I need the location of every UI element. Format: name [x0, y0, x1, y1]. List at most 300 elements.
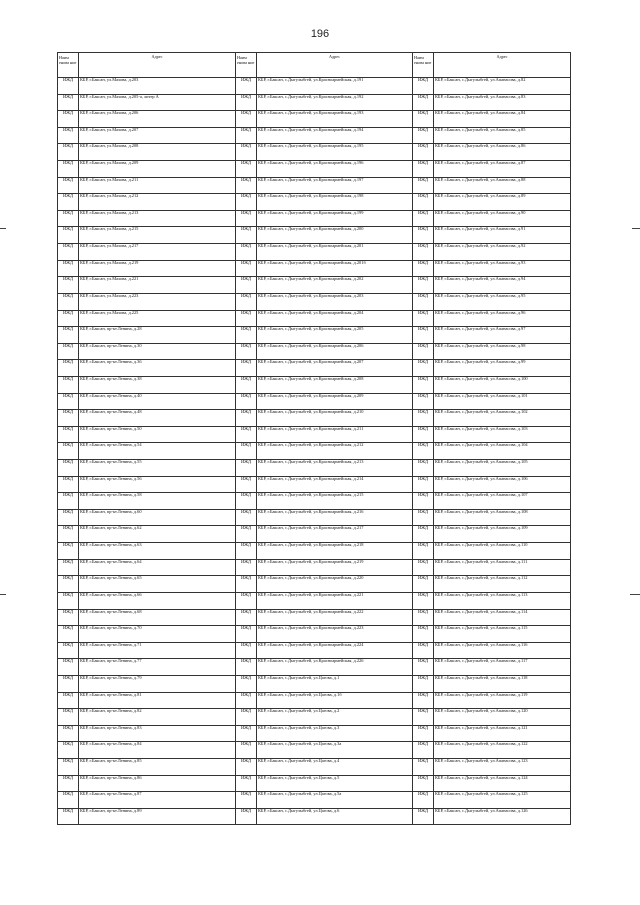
address-cell: КБР, г.Баксан, с.Дыгулыбгей, ул.Красноармейская, д.223 [257, 626, 413, 643]
address-cell: КБР, г.Баксан, с.Дыгулыбгей, ул.Апанасова, д.91 [434, 227, 571, 244]
object-type-cell: ИЖД [236, 426, 257, 443]
table-row [58, 343, 571, 360]
object-type-cell: ИЖД [236, 709, 257, 726]
object-type-cell: ИЖД [236, 592, 257, 609]
table-row [58, 393, 571, 410]
object-type-cell: ИЖД [413, 78, 434, 95]
address-cell: КБР, г.Баксан, с.Дыгулыбгей, ул.Апанасова, д.120 [434, 709, 571, 726]
object-type-cell: ИЖД [58, 559, 79, 576]
address-cell: КБР, г.Баксан, с.Дыгулыбгей, ул.Красноармейская, д.215 [257, 493, 413, 510]
margin-mark [632, 228, 640, 229]
object-type-cell: ИЖД [236, 576, 257, 593]
address-cell: КБР, г.Баксан, с.Дыгулыбгей, ул.Красноармейская, д.200 [257, 227, 413, 244]
table-row [58, 310, 571, 327]
object-type-cell: ИЖД [236, 360, 257, 377]
object-type-cell: ИЖД [413, 675, 434, 692]
table-row [58, 443, 571, 460]
address-cell: КБР, г.Баксан, с.Дыгулыбгей, ул.Красноармейская, д.209 [257, 393, 413, 410]
object-type-cell: ИЖД [413, 393, 434, 410]
address-cell: КБР, г.Баксан, с.Дыгулыбгей, ул.Апанасова, д.105 [434, 460, 571, 477]
object-type-cell: ИЖД [413, 709, 434, 726]
object-type-cell: ИЖД [413, 559, 434, 576]
object-type-cell: ИЖД [236, 675, 257, 692]
address-cell: КБР, г.Баксан, с.Дыгулыбгей, ул.Апанасова, д.102 [434, 410, 571, 427]
address-cell: КБР, г.Баксан, с.Дыгулыбгей, ул.Цагова, д.2 [257, 709, 413, 726]
address-cell: КБР, г.Баксан, с.Дыгулыбгей, ул.Цагова, д.1 [257, 675, 413, 692]
address-cell: КБР, г.Баксан, с.Дыгулыбгей, ул.Красноармейская, д.226 [257, 659, 413, 676]
address-cell: КБР, г.Баксан, с.Дыгулыбгей, ул.Апанасова, д.104 [434, 443, 571, 460]
table-row [58, 244, 571, 261]
object-type-cell: ИЖД [236, 78, 257, 95]
address-cell: КБР, г.Баксан, с.Дыгулыбгей, ул.Красноармейская, д.211 [257, 426, 413, 443]
object-type-cell: ИЖД [236, 742, 257, 759]
address-cell: КБР, г.Баксан, пр-кт.Ленина, д.85 [79, 758, 236, 775]
object-type-cell: ИЖД [236, 111, 257, 128]
address-cell: КБР, г.Баксан, пр-кт.Ленина, д.55 [79, 460, 236, 477]
address-cell: КБР, г.Баксан, с.Дыгулыбгей, ул.Апанасова, д.108 [434, 509, 571, 526]
object-type-cell: ИЖД [236, 227, 257, 244]
object-type-cell: ИЖД [58, 327, 79, 344]
object-type-cell: ИЖД [58, 460, 79, 477]
object-type-cell: ИЖД [58, 642, 79, 659]
object-type-cell: ИЖД [58, 310, 79, 327]
object-type-cell: ИЖД [413, 775, 434, 792]
object-type-cell: ИЖД [58, 758, 79, 775]
object-type-cell: ИЖД [58, 127, 79, 144]
object-type-cell: ИЖД [413, 808, 434, 825]
address-cell: КБР, г.Баксан, с.Дыгулыбгей, ул.Апанасова, д.107 [434, 493, 571, 510]
object-type-cell: ИЖД [236, 376, 257, 393]
address-cell: КБР, г.Баксан, с.Дыгулыбгей, ул.Апанасова, д.98 [434, 343, 571, 360]
object-type-cell: ИЖД [413, 127, 434, 144]
address-cell: КБР, г.Баксан, с.Дыгулыбгей, ул.Апанасова, д.94 [434, 277, 571, 294]
object-type-cell: ИЖД [58, 576, 79, 593]
table-row [58, 642, 571, 659]
object-type-cell: ИЖД [413, 692, 434, 709]
address-cell: КБР, г.Баксан, с.Дыгулыбгей, ул.Красноармейская, д.216 [257, 509, 413, 526]
address-cell: КБР, г.Баксан, с.Дыгулыбгей, ул.Апанасова, д.126 [434, 808, 571, 825]
object-type-cell: ИЖД [236, 493, 257, 510]
object-type-cell: ИЖД [58, 775, 79, 792]
address-cell: КБР, г.Баксан, с.Дыгулыбгей, ул.Апанасова, д.87 [434, 161, 571, 178]
table-row [58, 692, 571, 709]
object-type-cell: ИЖД [58, 393, 79, 410]
address-cell: КБР, г.Баксан, пр-кт.Ленина, д.54 [79, 443, 236, 460]
object-type-cell: ИЖД [58, 493, 79, 510]
address-cell: КБР, г.Баксан, с.Дыгулыбгей, ул.Апанасова, д.92 [434, 244, 571, 261]
address-cell: КБР, г.Баксан, с.Дыгулыбгей, ул.Апанасова, д.82 [434, 78, 571, 95]
address-cell: КБР, г.Баксан, с.Дыгулыбгей, ул.Красноармейская, д.218 [257, 543, 413, 560]
object-type-cell: ИЖД [58, 94, 79, 111]
object-type-cell: ИЖД [236, 144, 257, 161]
object-type-cell: ИЖД [236, 327, 257, 344]
object-type-cell: ИЖД [58, 526, 79, 543]
object-type-cell: ИЖД [413, 543, 434, 560]
table-row [58, 559, 571, 576]
address-cell: КБР, г.Баксан, с.Дыгулыбгей, ул.Красноармейская, д.193 [257, 111, 413, 128]
object-type-cell: ИЖД [413, 177, 434, 194]
address-cell: КБР, г.Баксан, пр-кт.Ленина, д.38 [79, 376, 236, 393]
table-body [58, 78, 571, 825]
address-cell: КБР, г.Баксан, с.Дыгулыбгей, ул.Апанасова, д.101 [434, 393, 571, 410]
address-cell: КБР, г.Баксан, с.Дыгулыбгей, ул.Красноармейская, д.201б [257, 260, 413, 277]
object-type-cell: ИЖД [236, 758, 257, 775]
address-cell: КБР, г.Баксан, с.Дыгулыбгей, ул.Апанасова, д.106 [434, 476, 571, 493]
address-cell: КБР, г.Баксан, с.Дыгулыбгей, ул.Красноармейская, д.212 [257, 443, 413, 460]
address-cell: КБР, г.Баксан, с.Дыгулыбгей, ул.Красноармейская, д.201 [257, 244, 413, 261]
address-cell: КБР, г.Баксан, с.Дыгулыбгей, ул.Красноармейская, д.199 [257, 210, 413, 227]
object-type-cell: ИЖД [236, 177, 257, 194]
object-type-cell: ИЖД [413, 626, 434, 643]
address-cell: КБР, г.Баксан, с.Дыгулыбгей, ул.Апанасова, д.109 [434, 526, 571, 543]
address-cell: КБР, г.Баксан, с.Дыгулыбгей, ул.Апанасова, д.121 [434, 725, 571, 742]
address-cell: КБР, г.Баксан, пр-кт.Ленина, д.71 [79, 642, 236, 659]
address-cell: КБР, г.Баксан, с.Дыгулыбгей, ул.Апанасова, д.99 [434, 360, 571, 377]
object-type-cell: ИЖД [413, 376, 434, 393]
address-cell: КБР, г.Баксан, пр-кт.Ленина, д.66 [79, 592, 236, 609]
object-type-cell: ИЖД [413, 360, 434, 377]
object-type-cell: ИЖД [413, 244, 434, 261]
table-row [58, 543, 571, 560]
address-cell: КБР, г.Баксан, ул.Махова, д.203 [79, 78, 236, 95]
table-row [58, 675, 571, 692]
object-type-cell: ИЖД [413, 476, 434, 493]
object-type-cell: ИЖД [58, 725, 79, 742]
address-cell: КБР, г.Баксан, ул.Махова, д.211 [79, 177, 236, 194]
address-cell: КБР, г.Баксан, с.Дыгулыбгей, ул.Апанасова, д.97 [434, 327, 571, 344]
header-address-2: Адрес [257, 53, 413, 78]
object-type-cell: ИЖД [58, 210, 79, 227]
address-cell: КБР, г.Баксан, с.Дыгулыбгей, ул.Красноармейская, д.195 [257, 144, 413, 161]
object-type-cell: ИЖД [236, 559, 257, 576]
object-type-cell: ИЖД [236, 343, 257, 360]
object-type-cell: ИЖД [236, 642, 257, 659]
address-cell: КБР, г.Баксан, пр-кт.Ленина, д.83 [79, 725, 236, 742]
address-cell: КБР, г.Баксан, с.Дыгулыбгей, ул.Красноармейская, д.196 [257, 161, 413, 178]
address-cell: КБР, г.Баксан, с.Дыгулыбгей, ул.Апанасова, д.125 [434, 792, 571, 809]
object-type-cell: ИЖД [236, 127, 257, 144]
object-type-cell: ИЖД [413, 144, 434, 161]
table-row [58, 277, 571, 294]
address-cell: КБР, г.Баксан, с.Дыгулыбгей, ул.Апанасова, д.86 [434, 144, 571, 161]
object-type-cell: ИЖД [413, 194, 434, 211]
object-type-cell: ИЖД [413, 460, 434, 477]
address-cell: КБР, г.Баксан, пр-кт.Ленина, д.60 [79, 509, 236, 526]
address-cell: КБР, г.Баксан, ул.Махова, д.209 [79, 161, 236, 178]
object-type-cell: ИЖД [58, 161, 79, 178]
address-cell: КБР, г.Баксан, с.Дыгулыбгей, ул.Апанасова, д.112 [434, 576, 571, 593]
address-cell: КБР, г.Баксан, с.Дыгулыбгей, ул.Красноармейская, д.202 [257, 277, 413, 294]
object-type-cell: ИЖД [58, 376, 79, 393]
address-cell: КБР, г.Баксан, пр-кт.Ленина, д.70 [79, 626, 236, 643]
table-row [58, 194, 571, 211]
address-cell: КБР, г.Баксан, с.Дыгулыбгей, ул.Красноармейская, д.203 [257, 293, 413, 310]
object-type-cell: ИЖД [58, 609, 79, 626]
object-type-cell: ИЖД [58, 277, 79, 294]
object-type-cell: ИЖД [413, 742, 434, 759]
table-row [58, 609, 571, 626]
address-cell: КБР, г.Баксан, с.Дыгулыбгей, ул.Цагова, д.3 [257, 725, 413, 742]
address-cell: КБР, г.Баксан, пр-кт.Ленина, д.64 [79, 559, 236, 576]
object-type-cell: ИЖД [413, 609, 434, 626]
address-cell: КБР, г.Баксан, ул.Махова, д.212 [79, 194, 236, 211]
object-type-cell: ИЖД [58, 659, 79, 676]
table-row [58, 410, 571, 427]
object-type-cell: ИЖД [236, 808, 257, 825]
margin-mark [0, 228, 6, 229]
address-cell: КБР, г.Баксан, с.Дыгулыбгей, ул.Красноармейская, д.205 [257, 327, 413, 344]
address-cell: КБР, г.Баксан, с.Дыгулыбгей, ул.Апанасова, д.122 [434, 742, 571, 759]
margin-mark [0, 594, 6, 595]
table-row [58, 260, 571, 277]
address-cell: КБР, г.Баксан, с.Дыгулыбгей, ул.Апанасова, д.93 [434, 260, 571, 277]
address-cell: КБР, г.Баксан, пр-кт.Ленина, д.65 [79, 576, 236, 593]
object-type-cell: ИЖД [58, 543, 79, 560]
address-cell: КБР, г.Баксан, с.Дыгулыбгей, ул.Апанасова, д.118 [434, 675, 571, 692]
address-cell: КБР, г.Баксан, с.Дыгулыбгей, ул.Красноармейская, д.219 [257, 559, 413, 576]
address-cell: КБР, г.Баксан, пр-кт.Ленина, д.56 [79, 476, 236, 493]
address-cell: КБР, г.Баксан, ул.Махова, д.221 [79, 277, 236, 294]
table-row [58, 293, 571, 310]
address-cell: КБР, г.Баксан, с.Дыгулыбгей, ул.Апанасова, д.95 [434, 293, 571, 310]
address-cell: КБР, г.Баксан, ул.Махова, д.208 [79, 144, 236, 161]
address-cell: КБР, г.Баксан, пр-кт.Ленина, д.68 [79, 609, 236, 626]
object-type-cell: ИЖД [413, 642, 434, 659]
table-row [58, 161, 571, 178]
object-type-cell: ИЖД [413, 210, 434, 227]
address-cell: КБР, г.Баксан, с.Дыгулыбгей, ул.Апанасова, д.116 [434, 642, 571, 659]
object-type-cell: ИЖД [236, 194, 257, 211]
table-row [58, 808, 571, 825]
address-cell: КБР, г.Баксан, с.Дыгулыбгей, ул.Красноармейская, д.213 [257, 460, 413, 477]
margin-mark [630, 594, 640, 595]
object-type-cell: ИЖД [413, 758, 434, 775]
address-cell: КБР, г.Баксан, с.Дыгулыбгей, ул.Красноармейская, д.214 [257, 476, 413, 493]
address-cell: КБР, г.Баксан, с.Дыгулыбгей, ул.Красноармейская, д.208 [257, 376, 413, 393]
table-row [58, 509, 571, 526]
object-type-cell: ИЖД [236, 410, 257, 427]
object-type-cell: ИЖД [236, 244, 257, 261]
table-row [58, 210, 571, 227]
object-type-cell: ИЖД [236, 509, 257, 526]
address-cell: КБР, г.Баксан, с.Дыгулыбгей, ул.Красноармейская, д.221 [257, 592, 413, 609]
address-cell: КБР, г.Баксан, с.Дыгулыбгей, ул.Апанасова, д.89 [434, 194, 571, 211]
address-cell: КБР, г.Баксан, с.Дыгулыбгей, ул.Красноармейская, д.220 [257, 576, 413, 593]
address-cell: КБР, г.Баксан, ул.Махова, д.225 [79, 310, 236, 327]
object-type-cell: ИЖД [236, 277, 257, 294]
table-row [58, 426, 571, 443]
object-type-cell: ИЖД [236, 526, 257, 543]
object-type-cell: ИЖД [58, 675, 79, 692]
address-cell: КБР, г.Баксан, пр-кт.Ленина, д.30 [79, 343, 236, 360]
address-cell: КБР, г.Баксан, ул.Махова, д.215 [79, 227, 236, 244]
table-row [58, 94, 571, 111]
table-header-row [58, 53, 571, 78]
table-row [58, 725, 571, 742]
address-cell: КБР, г.Баксан, с.Дыгулыбгей, ул.Апанасова, д.85 [434, 127, 571, 144]
object-type-cell: ИЖД [413, 293, 434, 310]
object-type-cell: ИЖД [236, 476, 257, 493]
address-cell: КБР, г.Баксан, с.Дыгулыбгей, ул.Апанасова, д.124 [434, 775, 571, 792]
object-type-cell: ИЖД [236, 626, 257, 643]
object-type-cell: ИЖД [58, 709, 79, 726]
header-type-2: Наим енова ние [236, 53, 257, 78]
object-type-cell: ИЖД [413, 327, 434, 344]
table-row [58, 775, 571, 792]
object-type-cell: ИЖД [413, 410, 434, 427]
address-cell: КБР, г.Баксан, с.Дыгулыбгей, ул.Красноармейская, д.224 [257, 642, 413, 659]
address-cell: КБР, г.Баксан, пр-кт.Ленина, д.77 [79, 659, 236, 676]
address-cell: КБР, г.Баксан, с.Дыгулыбгей, ул.Апанасова, д.111 [434, 559, 571, 576]
object-type-cell: ИЖД [413, 260, 434, 277]
object-type-cell: ИЖД [413, 792, 434, 809]
address-cell: КБР, г.Баксан, с.Дыгулыбгей, ул.Красноармейская, д.206 [257, 343, 413, 360]
address-cell: КБР, г.Баксан, пр-кт.Ленина, д.87 [79, 792, 236, 809]
address-cell: КБР, г.Баксан, с.Дыгулыбгей, ул.Апанасова, д.115 [434, 626, 571, 643]
table-row [58, 111, 571, 128]
header-type-1: Наим енова ние [58, 53, 79, 78]
object-type-cell: ИЖД [58, 792, 79, 809]
object-type-cell: ИЖД [413, 227, 434, 244]
object-type-cell: ИЖД [236, 659, 257, 676]
address-cell: КБР, г.Баксан, пр-кт.Ленина, д.81 [79, 692, 236, 709]
address-cell: КБР, г.Баксан, с.Дыгулыбгей, ул.Апанасова, д.100 [434, 376, 571, 393]
address-cell: КБР, г.Баксан, с.Дыгулыбгей, ул.Апанасова, д.117 [434, 659, 571, 676]
object-type-cell: ИЖД [413, 343, 434, 360]
object-type-cell: ИЖД [236, 293, 257, 310]
header-type-3: Наим енова ние [413, 53, 434, 78]
table-row [58, 493, 571, 510]
object-type-cell: ИЖД [58, 111, 79, 128]
table-row [58, 360, 571, 377]
address-cell: КБР, г.Баксан, с.Дыгулыбгей, ул.Красноармейская, д.222 [257, 609, 413, 626]
object-type-cell: ИЖД [413, 161, 434, 178]
address-cell: КБР, г.Баксан, с.Дыгулыбгей, ул.Апанасова, д.103 [434, 426, 571, 443]
address-cell: КБР, г.Баксан, пр-кт.Ленина, д.36 [79, 360, 236, 377]
address-table [57, 52, 571, 825]
table-row [58, 78, 571, 95]
table-row [58, 177, 571, 194]
address-cell: КБР, г.Баксан, ул.Махова, д.217 [79, 244, 236, 261]
object-type-cell: ИЖД [413, 725, 434, 742]
object-type-cell: ИЖД [58, 808, 79, 825]
address-cell: КБР, г.Баксан, с.Дыгулыбгей, ул.Красноармейская, д.197 [257, 177, 413, 194]
address-cell: КБР, г.Баксан, с.Дыгулыбгей, ул.Апанасова, д.113 [434, 592, 571, 609]
address-cell: КБР, г.Баксан, пр-кт.Ленина, д.50 [79, 426, 236, 443]
address-cell: КБР, г.Баксан, пр-кт.Ленина, д.86 [79, 775, 236, 792]
table-row [58, 792, 571, 809]
object-type-cell: ИЖД [58, 260, 79, 277]
address-cell: КБР, г.Баксан, с.Дыгулыбгей, ул.Апанасова, д.83 [434, 94, 571, 111]
table-row [58, 576, 571, 593]
address-cell: КБР, г.Баксан, с.Дыгулыбгей, ул.Цагова, д.5 [257, 775, 413, 792]
address-cell: КБР, г.Баксан, с.Дыгулыбгей, ул.Красноармейская, д.194 [257, 127, 413, 144]
table-row [58, 376, 571, 393]
address-cell: КБР, г.Баксан, пр-кт.Ленина, д.28 [79, 327, 236, 344]
address-cell: КБР, г.Баксан, пр-кт.Ленина, д.79 [79, 675, 236, 692]
object-type-cell: ИЖД [413, 592, 434, 609]
address-cell: КБР, г.Баксан, пр-кт.Ленина, д.63 [79, 543, 236, 560]
object-type-cell: ИЖД [413, 659, 434, 676]
page-number: 196 [310, 28, 330, 40]
address-cell: КБР, г.Баксан, с.Дыгулыбгей, ул.Красноармейская, д.207 [257, 360, 413, 377]
address-cell: КБР, г.Баксан, с.Дыгулыбгей, ул.Цагова, д.5а [257, 792, 413, 809]
object-type-cell: ИЖД [413, 526, 434, 543]
object-type-cell: ИЖД [58, 592, 79, 609]
address-cell: КБР, г.Баксан, ул.Махова, д.206 [79, 111, 236, 128]
object-type-cell: ИЖД [58, 410, 79, 427]
table-row [58, 327, 571, 344]
address-cell: КБР, г.Баксан, с.Дыгулыбгей, ул.Апанасова, д.123 [434, 758, 571, 775]
object-type-cell: ИЖД [236, 210, 257, 227]
address-cell: КБР, г.Баксан, ул.Махова, д.219 [79, 260, 236, 277]
address-cell: КБР, г.Баксан, с.Дыгулыбгей, ул.Красноармейская, д.204 [257, 310, 413, 327]
object-type-cell: ИЖД [236, 460, 257, 477]
object-type-cell: ИЖД [413, 576, 434, 593]
object-type-cell: ИЖД [58, 443, 79, 460]
header-address-3: Адрес [434, 53, 571, 78]
object-type-cell: ИЖД [58, 144, 79, 161]
address-cell: КБР, г.Баксан, с.Дыгулыбгей, ул.Красноармейская, д.198 [257, 194, 413, 211]
table-row [58, 127, 571, 144]
object-type-cell: ИЖД [413, 493, 434, 510]
address-cell: КБР, г.Баксан, с.Дыгулыбгей, ул.Апанасова, д.84 [434, 111, 571, 128]
table-row [58, 742, 571, 759]
object-type-cell: ИЖД [58, 78, 79, 95]
address-cell: КБР, г.Баксан, ул.Махова, д.223 [79, 293, 236, 310]
object-type-cell: ИЖД [58, 177, 79, 194]
address-cell: КБР, г.Баксан, с.Дыгулыбгей, ул.Красноармейская, д.217 [257, 526, 413, 543]
address-cell: КБР, г.Баксан, пр-кт.Ленина, д.48 [79, 410, 236, 427]
address-cell: КБР, г.Баксан, с.Дыгулыбгей, ул.Красноармейская, д.210 [257, 410, 413, 427]
object-type-cell: ИЖД [236, 792, 257, 809]
object-type-cell: ИЖД [58, 742, 79, 759]
object-type-cell: ИЖД [236, 443, 257, 460]
address-cell: КБР, г.Баксан, пр-кт.Ленина, д.89 [79, 808, 236, 825]
object-type-cell: ИЖД [58, 476, 79, 493]
address-cell: КБР, г.Баксан, ул.Махова, д.213 [79, 210, 236, 227]
object-type-cell: ИЖД [413, 94, 434, 111]
address-cell: КБР, г.Баксан, с.Дыгулыбгей, ул.Апанасова, д.88 [434, 177, 571, 194]
table-row [58, 709, 571, 726]
table-row [58, 626, 571, 643]
object-type-cell: ИЖД [413, 310, 434, 327]
table-row [58, 460, 571, 477]
object-type-cell: ИЖД [58, 194, 79, 211]
object-type-cell: ИЖД [58, 244, 79, 261]
object-type-cell: ИЖД [58, 227, 79, 244]
address-cell: КБР, г.Баксан, с.Дыгулыбгей, ул.Апанасова, д.96 [434, 310, 571, 327]
object-type-cell: ИЖД [413, 443, 434, 460]
table-row [58, 144, 571, 161]
address-cell: КБР, г.Баксан, пр-кт.Ленина, д.84 [79, 742, 236, 759]
address-cell: КБР, г.Баксан, с.Дыгулыбгей, ул.Апанасова, д.90 [434, 210, 571, 227]
address-cell: КБР, г.Баксан, пр-кт.Ленина, д.62 [79, 526, 236, 543]
object-type-cell: ИЖД [58, 343, 79, 360]
table-row [58, 227, 571, 244]
object-type-cell: ИЖД [236, 725, 257, 742]
address-cell: КБР, г.Баксан, с.Дыгулыбгей, ул.Цагова, д.4 [257, 758, 413, 775]
object-type-cell: ИЖД [413, 111, 434, 128]
object-type-cell: ИЖД [236, 775, 257, 792]
object-type-cell: ИЖД [58, 360, 79, 377]
address-cell: КБР, г.Баксан, с.Дыгулыбгей, ул.Апанасова, д.114 [434, 609, 571, 626]
address-cell: КБР, г.Баксан, с.Дыгулыбгей, ул.Красноармейская, д.192 [257, 94, 413, 111]
object-type-cell: ИЖД [58, 293, 79, 310]
address-cell: КБР, г.Баксан, с.Дыгулыбгей, ул.Цагова, д.3а [257, 742, 413, 759]
address-cell: КБР, г.Баксан, с.Дыгулыбгей, ул.Цагова, д.1б [257, 692, 413, 709]
address-cell: КБР, г.Баксан, пр-кт.Ленина, д.82 [79, 709, 236, 726]
